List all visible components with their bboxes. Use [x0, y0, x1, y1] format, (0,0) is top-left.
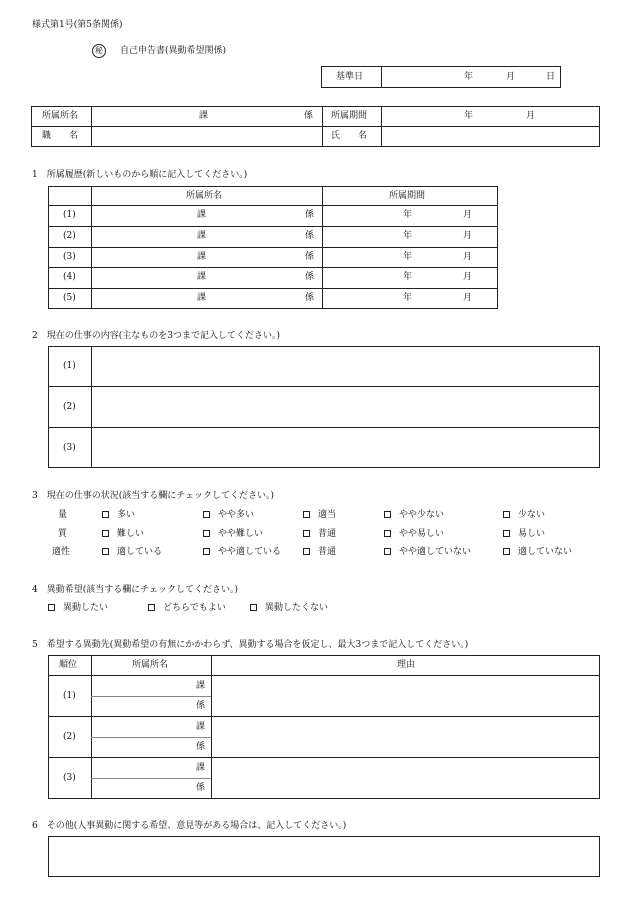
history-row-no: (1)	[63, 210, 76, 220]
status-option[interactable]: 普通	[303, 529, 336, 539]
work-field[interactable]	[92, 387, 599, 427]
history-row-month: 月	[463, 272, 473, 282]
history-row-month: 月	[463, 252, 473, 262]
section5-title: 5 希望する異動先(異動希望の有無にかかわらず、異動する場合を仮定し、最大3つまで記入してください。)	[32, 640, 469, 650]
status-option[interactable]: やや適している	[203, 547, 281, 557]
history-row-ka: 課	[197, 210, 207, 220]
work-row-no: (3)	[63, 443, 76, 453]
history-row-year: 年	[403, 252, 413, 262]
section2-title: 2 現在の仕事の内容(主なものを3つまで記入してください。)	[32, 331, 280, 341]
destination-col-name: 所属所名	[132, 660, 169, 670]
reason-field[interactable]	[212, 717, 599, 757]
transfer-option[interactable]: 異動したい	[48, 603, 108, 613]
destination-row-kakari: 係	[196, 783, 206, 793]
section1-title: 1 所属履歴(新しいものから順に記入してください。)	[32, 170, 248, 180]
history-row-year: 年	[403, 293, 413, 303]
checkbox-icon[interactable]	[48, 604, 55, 611]
checkbox-icon[interactable]	[203, 548, 210, 555]
base-date-label: 基準日	[336, 72, 364, 82]
checkbox-icon[interactable]	[102, 511, 109, 518]
name-label: 氏 名	[331, 131, 368, 141]
destination-col-rank: 順位	[59, 660, 78, 670]
history-row-year: 年	[403, 210, 413, 220]
destination-row-no: (1)	[63, 691, 76, 701]
status-option[interactable]: 易しい	[503, 529, 545, 539]
checkbox-icon[interactable]	[102, 548, 109, 555]
work-row-no: (1)	[63, 361, 76, 371]
destination-row-ka: 課	[196, 722, 206, 732]
checkbox-icon[interactable]	[384, 548, 391, 555]
form-title-text: 自己申告書(異動希望関係)	[120, 46, 227, 56]
checkbox-icon[interactable]	[503, 530, 510, 537]
history-row-no: (2)	[63, 231, 76, 241]
status-option[interactable]: 適当	[303, 510, 336, 520]
base-date-year: 年	[464, 72, 474, 82]
history-col-name: 所属所名	[186, 191, 223, 201]
checkbox-icon[interactable]	[250, 604, 257, 611]
destination-row-ka: 課	[196, 763, 206, 773]
period-month: 月	[526, 111, 536, 121]
checkbox-icon[interactable]	[148, 604, 155, 611]
status-row-label: 適性	[52, 547, 71, 557]
history-row-ka: 課	[197, 293, 207, 303]
history-row-no: (4)	[63, 272, 76, 282]
history-row-kakari: 係	[305, 210, 315, 220]
affiliation-label: 所属所名	[42, 111, 79, 121]
status-option[interactable]: 適している	[102, 547, 162, 557]
status-option[interactable]: やや難しい	[203, 529, 263, 539]
destination-row-no: (3)	[63, 773, 76, 783]
work-row-no: (2)	[63, 402, 76, 412]
status-option[interactable]: 適していない	[503, 547, 572, 557]
reason-field[interactable]	[212, 676, 599, 716]
period-label: 所属期間	[331, 111, 368, 121]
checkbox-icon[interactable]	[303, 548, 310, 555]
form-number: 様式第1号(第5条関係)	[32, 20, 123, 30]
status-option[interactable]: 難しい	[102, 529, 144, 539]
reason-field[interactable]	[212, 758, 599, 798]
base-date-day: 日	[546, 72, 556, 82]
section3-title: 3 現在の仕事の状況(該当する欄にチェックしてください。)	[32, 491, 274, 501]
checkbox-icon[interactable]	[303, 530, 310, 537]
checkbox-icon[interactable]	[203, 530, 210, 537]
affiliation-kakari: 係	[304, 111, 314, 121]
history-row-no: (3)	[63, 252, 76, 262]
destination-row-ka: 課	[196, 681, 206, 691]
checkbox-icon[interactable]	[203, 511, 210, 518]
position-label: 職 名	[42, 131, 79, 141]
transfer-option[interactable]: 異動したくない	[250, 603, 328, 613]
history-row-no: (5)	[63, 293, 76, 303]
checkbox-icon[interactable]	[102, 530, 109, 537]
history-col-period: 所属期間	[389, 191, 426, 201]
history-row-year: 年	[403, 231, 413, 241]
position-field[interactable]	[92, 127, 321, 146]
section6-title: 6 その他(人事異動に関する希望、意見等がある場合は、記入してください。)	[32, 821, 347, 831]
status-option[interactable]: やや適していない	[384, 547, 471, 557]
destination-col-reason: 理由	[397, 660, 416, 670]
destination-row-no: (2)	[63, 732, 76, 742]
status-option[interactable]: 普通	[303, 547, 336, 557]
form-title	[92, 44, 226, 58]
history-row-kakari: 係	[305, 293, 315, 303]
name-field[interactable]	[382, 127, 599, 146]
history-row-kakari: 係	[305, 252, 315, 262]
affiliation-ka: 課	[199, 111, 209, 121]
checkbox-icon[interactable]	[384, 530, 391, 537]
secret-mark-icon: 秘	[92, 44, 106, 58]
history-row-ka: 課	[197, 272, 207, 282]
history-row-month: 月	[463, 293, 473, 303]
status-option[interactable]: やや多い	[203, 510, 254, 520]
checkbox-icon[interactable]	[503, 511, 510, 518]
status-option[interactable]: 少ない	[503, 510, 545, 520]
history-row-ka: 課	[197, 231, 207, 241]
section4-title: 4 異動希望(該当する欄にチェックしてください。)	[32, 585, 238, 595]
destination-row-kakari: 係	[196, 742, 206, 752]
status-option[interactable]: 多い	[102, 510, 135, 520]
base-date-month: 月	[506, 72, 516, 82]
history-row-month: 月	[463, 210, 473, 220]
other-comments-field[interactable]	[48, 836, 600, 877]
status-row-label: 質	[58, 529, 68, 539]
destination-row-kakari: 係	[196, 701, 206, 711]
history-row-ka: 課	[197, 252, 207, 262]
checkbox-icon[interactable]	[303, 511, 310, 518]
work-field[interactable]	[92, 347, 599, 386]
status-option[interactable]: やや易しい	[384, 529, 444, 539]
status-row-label: 量	[58, 510, 68, 520]
status-option[interactable]: やや少ない	[384, 510, 444, 520]
checkbox-icon[interactable]	[384, 511, 391, 518]
history-row-year: 年	[403, 272, 413, 282]
checkbox-icon[interactable]	[503, 548, 510, 555]
work-field[interactable]	[92, 428, 599, 467]
history-row-kakari: 係	[305, 272, 315, 282]
transfer-option[interactable]: どちらでもよい	[148, 603, 226, 613]
history-row-month: 月	[463, 231, 473, 241]
period-year: 年	[464, 111, 474, 121]
history-row-kakari: 係	[305, 231, 315, 241]
